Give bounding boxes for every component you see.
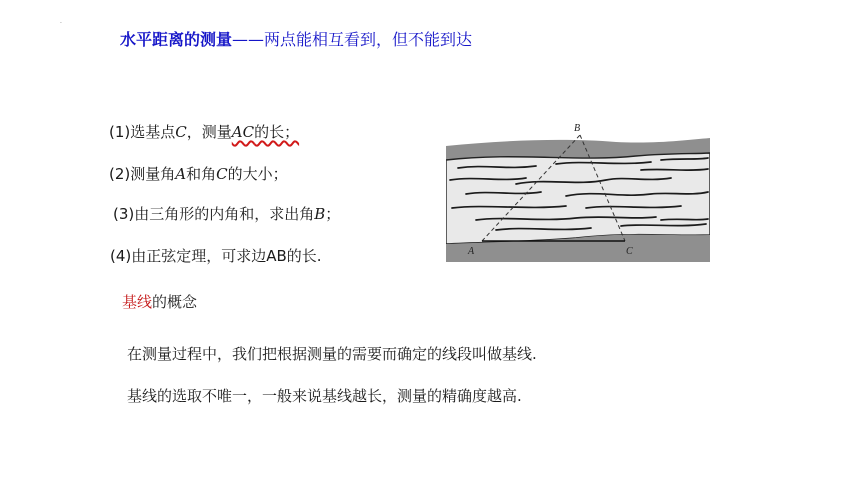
concept-rest: 的概念 [152, 293, 198, 311]
definition-paragraph: 在测量过程中，我们把根据测量的需要而确定的线段叫做基线. [127, 345, 537, 363]
step-2-var-a: A [175, 165, 187, 183]
title-dash: —— [232, 30, 265, 49]
title-bold: 水平距离的测量 [120, 30, 233, 49]
step-1-post: 的长； [254, 123, 300, 141]
step-2-pre: 测量角 [130, 165, 176, 183]
river-figure [446, 120, 710, 262]
step-3-pre: 由三角形的内角和，求出角 [134, 205, 315, 223]
note-paragraph: 基线的选取不唯一，一般来说基线越长，测量的精确度越高. [127, 387, 522, 405]
step-1-underlined [232, 123, 299, 141]
step-1-var-ac: AC [231, 123, 255, 141]
step-1-number: (1) [109, 123, 131, 141]
step-2-number: (2) [109, 165, 131, 183]
step-1-pre: 选基点 [130, 123, 176, 141]
step-4-text: 由正弦定理，可求边AB的长. [131, 247, 322, 265]
step-3-number: (3) [113, 205, 135, 223]
label-b: B [574, 123, 581, 134]
slide-title [120, 27, 472, 50]
corner-dot: · [60, 20, 62, 27]
concept-heading [122, 291, 197, 312]
label-a: A [468, 246, 475, 257]
step-2-post: 的大小； [227, 165, 288, 183]
concept-highlight: 基线 [122, 293, 153, 311]
step-4-number: (4) [110, 247, 132, 265]
step-2 [109, 163, 288, 184]
step-2-var-c: C [216, 165, 228, 183]
title-subtitle: 两点能相互看到，但不能到达 [264, 30, 473, 49]
step-1 [109, 121, 299, 142]
step-3 [113, 203, 340, 224]
step-1-mid: ，测量 [186, 123, 232, 141]
label-c: C [626, 246, 633, 257]
step-3-post: ； [325, 205, 341, 223]
step-2-mid: 和角 [186, 165, 217, 183]
step-3-var-b: B [314, 205, 326, 223]
step-4 [110, 245, 322, 266]
step-1-var-c: C [175, 123, 187, 141]
